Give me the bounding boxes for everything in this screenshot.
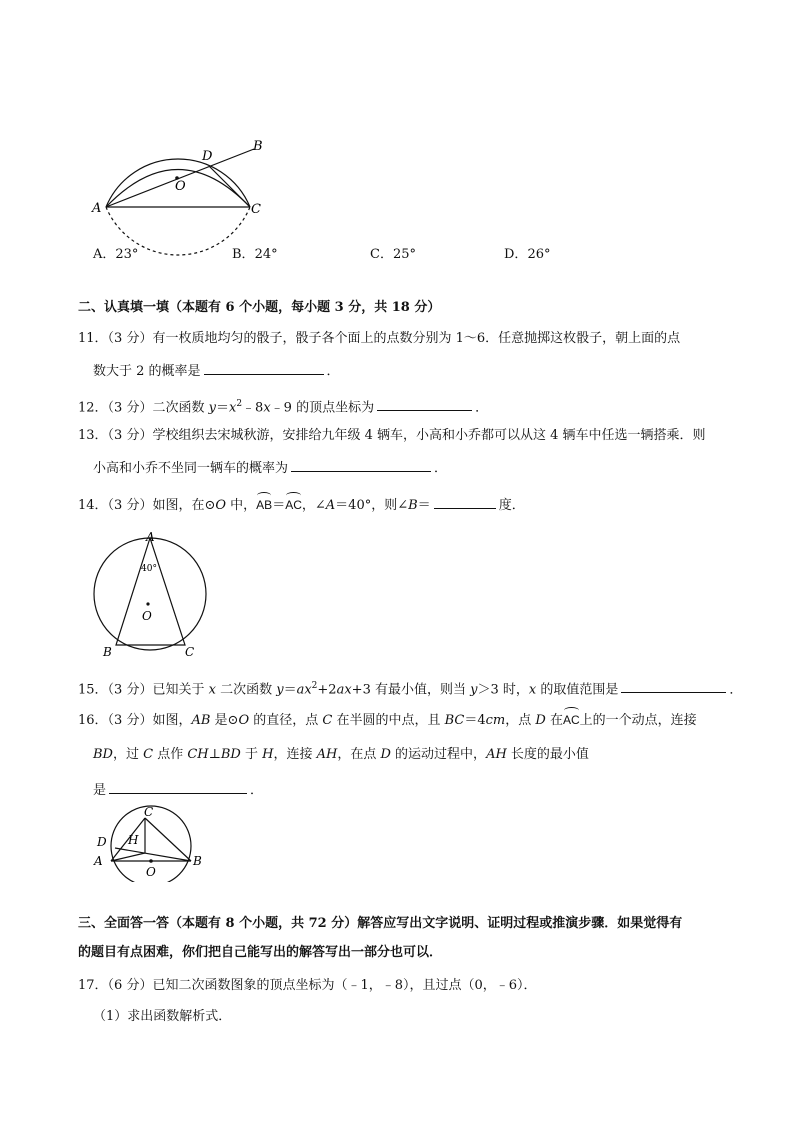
label-b: B xyxy=(103,645,112,658)
arc-ac: AC xyxy=(285,498,302,512)
arc-ac: AC xyxy=(562,713,580,727)
label-a: A xyxy=(146,530,155,544)
center-dot xyxy=(146,602,149,605)
label-o: O xyxy=(142,609,152,623)
q13-answer-blank[interactable] xyxy=(291,458,431,472)
q16-line2: BD，过 C 点作 CH⊥BD 于 H，连接 AH，在点 D 的运动过程中，AH 长度的最小值 xyxy=(93,747,589,762)
line-ab xyxy=(106,149,254,207)
label-c: C xyxy=(251,202,261,217)
q12-line: 12．（3 分）二次函数 $y=x^2﹣8x﹣9$ 的顶点坐标为 ． xyxy=(78,399,489,416)
label-a: A xyxy=(94,854,103,868)
circle-figure-q16 xyxy=(90,804,215,882)
triangle-abc xyxy=(116,538,185,645)
q14-answer-blank[interactable] xyxy=(434,495,496,509)
section2-title: 二、认真填一填（本题有 6 个小题，每小题 3 分，共 18 分） xyxy=(78,300,441,315)
label-c: C xyxy=(144,805,154,819)
label-o: O xyxy=(175,179,186,194)
section3-line1: 三、全面答一答（本题有 8 个小题，共 72 分）解答应写出文字说明、证明过程或推演步骤．如果觉得有 xyxy=(78,916,683,931)
q12-answer-blank[interactable] xyxy=(377,397,472,411)
label-d: D xyxy=(97,835,107,849)
label-b: B xyxy=(253,139,263,154)
circle-figure-q10 xyxy=(88,92,278,262)
arc-ab: AB xyxy=(256,498,273,512)
q14-line: 14．（3 分）如图，在⊙O 中，AB＝AC，∠A＝40°，则∠B＝ 度． xyxy=(78,495,525,515)
center-dot xyxy=(149,859,153,863)
q16-line1: 16．（3 分）如图，AB 是⊙O 的直径，点 C 在半圆的中点，且 BC＝4cm，点 D 在AC上的一个动点，连接 xyxy=(78,713,697,728)
section3-line2: 的题目有点困难，你们把自己能写出的解答写出一部分也可以． xyxy=(78,945,443,960)
q11-line1: 11．（3 分）有一枚质地均匀的骰子，骰子各个面上的点数分别为 1～6．任意抛掷这枚骰子，朝上面的点 xyxy=(78,331,681,346)
angle-label: 40° xyxy=(141,564,157,574)
circle-figure-q14 xyxy=(85,528,220,658)
label-b: B xyxy=(193,854,202,868)
q15-line: 15．（3 分）已知关于 x 二次函数 $y=ax^2+2ax+3$ 有最小值，则当 y＞3 时，x 的取值范围是 ． xyxy=(78,681,743,698)
q13-line2: 小高和小乔不坐同一辆车的概率为 ． xyxy=(93,458,447,478)
label-c: C xyxy=(185,645,195,658)
q16-line3: 是 ． xyxy=(93,780,263,800)
q17-sub1: （1）求出函数解析式． xyxy=(93,1009,232,1024)
q13-line1: 13．（3 分）学校组织去宋城秋游，安排给九年级 4 辆车，小高和小乔都可以从这 4 辆车中任选一辆搭乘．则 xyxy=(78,428,706,443)
line-dc xyxy=(209,166,250,207)
q16-answer-blank[interactable] xyxy=(109,780,247,794)
q15-answer-blank[interactable] xyxy=(621,679,726,693)
option-b: B．24° xyxy=(232,247,278,262)
label-a: A xyxy=(92,201,102,216)
circle-o xyxy=(94,538,206,650)
q11-answer-blank[interactable] xyxy=(204,361,324,375)
label-h: H xyxy=(128,833,139,847)
label-d: D xyxy=(202,149,213,164)
q17-line: 17．（6 分）已知二次函数图象的顶点坐标为（﹣1，﹣8），且过点（0，﹣6）． xyxy=(78,978,537,993)
q11-line2: 数大于 2 的概率是 ． xyxy=(93,361,340,381)
option-a: A．23° xyxy=(93,247,139,262)
option-c: C．25° xyxy=(370,247,416,262)
label-o: O xyxy=(146,865,156,879)
option-d: D．26° xyxy=(504,247,551,262)
